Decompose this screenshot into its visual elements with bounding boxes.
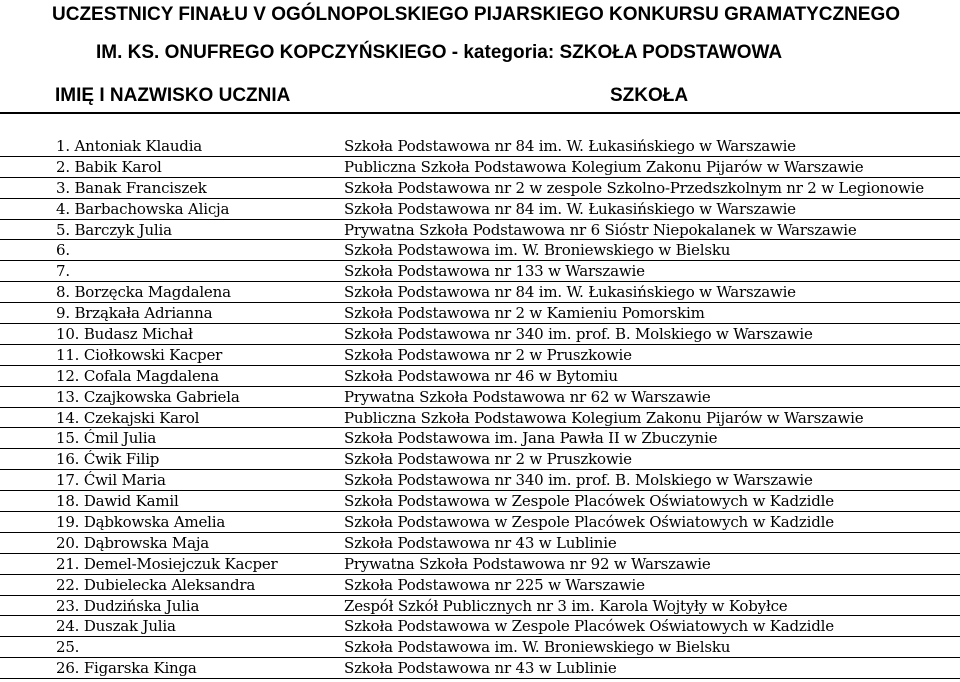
table-row	[0, 240, 960, 261]
participant-school: Szkoła Podstawowa im. W. Broniewskiego w Bielsku	[344, 241, 731, 260]
table-row	[0, 261, 960, 282]
participant-name: 12. Cofala Magdalena	[56, 366, 219, 385]
column-header-name: IMIĘ I NAZWISKO UCZNIA	[55, 85, 291, 106]
participant-name: 22. Dubielecka Aleksandra	[56, 575, 256, 594]
participant-school: Prywatna Szkoła Podstawowa nr 6 Sióstr Niepokalanek w Warszawie	[344, 220, 857, 239]
table-row	[0, 408, 960, 429]
participant-name: 14. Czekajski Karol	[56, 408, 200, 427]
participants-table	[0, 136, 960, 679]
participant-school: Prywatna Szkoła Podstawowa nr 92 w Warszawie	[344, 554, 711, 573]
participant-name: 9. Brząkała Adrianna	[56, 304, 213, 323]
participant-school: Szkoła Podstawowa nr 225 w Warszawie	[344, 575, 645, 594]
table-row	[0, 282, 960, 303]
participant-school: Publiczna Szkoła Podstawowa Kolegium Zakonu Pijarów w Warszawie	[344, 157, 864, 176]
participant-name: 15. Ćmil Julia	[56, 429, 157, 448]
participant-school: Szkoła Podstawowa nr 2 w Pruszkowie	[344, 345, 632, 364]
participant-name: 6.	[56, 241, 70, 260]
table-row	[0, 178, 960, 199]
table-row	[0, 366, 960, 387]
participant-name: 24. Duszak Julia	[56, 617, 176, 636]
participant-school: Szkoła Podstawowa nr 340 im. prof. B. Molskiego w Warszawie	[344, 471, 813, 490]
participant-name: 20. Dąbrowska Maja	[56, 533, 210, 552]
participant-school: Szkoła Podstawowa w Zespole Placówek Oświatowych w Kadzidle	[344, 617, 834, 636]
table-row	[0, 157, 960, 178]
table-row	[0, 303, 960, 324]
participant-school: Szkoła Podstawowa im. W. Broniewskiego w Bielsku	[344, 638, 731, 657]
participant-school: Zespół Szkół Publicznych nr 3 im. Karola Wojtyły w Kobyłce	[344, 596, 788, 615]
table-row	[0, 512, 960, 533]
participant-name: 4. Barbachowska Alicja	[56, 199, 230, 218]
participant-name: 11. Ciołkowski Kacper	[56, 345, 223, 364]
participant-name: 7.	[56, 262, 70, 281]
participant-school: Szkoła Podstawowa nr 133 w Warszawie	[344, 262, 645, 281]
participant-name: 2. Babik Karol	[56, 157, 162, 176]
participant-name: 17. Ćwil Maria	[56, 471, 166, 490]
participant-name: 13. Czajkowska Gabriela	[56, 387, 240, 406]
table-row	[0, 428, 960, 449]
table-row	[0, 220, 960, 241]
participant-name: 21. Demel-Mosiejczuk Kacper	[56, 554, 278, 573]
table-row	[0, 596, 960, 617]
table-row	[0, 470, 960, 491]
participant-name: 10. Budasz Michał	[56, 325, 193, 344]
document-title-line-1: UCZESTNICY FINAŁU V OGÓLNOPOLSKIEGO PIJARSKIEGO KONKURSU GRAMATYCZNEGO	[52, 4, 901, 25]
participant-school: Publiczna Szkoła Podstawowa Kolegium Zakonu Pijarów w Warszawie	[344, 408, 864, 427]
table-row	[0, 324, 960, 345]
participant-school: Szkoła Podstawowa w Zespole Placówek Oświatowych w Kadzidle	[344, 513, 834, 532]
participant-school: Szkoła Podstawowa w Zespole Placówek Oświatowych w Kadzidle	[344, 492, 834, 511]
table-row	[0, 345, 960, 366]
participant-school: Szkoła Podstawowa nr 84 im. W. Łukasińskiego w Warszawie	[344, 137, 796, 155]
participant-school: Szkoła Podstawowa nr 84 im. W. Łukasińskiego w Warszawie	[344, 283, 796, 302]
participant-school: Szkoła Podstawowa nr 2 w Kamieniu Pomorskim	[344, 304, 705, 323]
table-row	[0, 199, 960, 220]
participant-school: Szkoła Podstawowa nr 43 w Lublinie	[344, 533, 617, 552]
participant-name: 25.	[56, 638, 80, 657]
table-row	[0, 554, 960, 575]
participant-school: Szkoła Podstawowa nr 46 w Bytomiu	[344, 366, 618, 385]
table-row	[0, 136, 960, 157]
table-row	[0, 575, 960, 596]
table-row	[0, 616, 960, 637]
table-row	[0, 491, 960, 512]
table-row	[0, 658, 960, 679]
participant-name: 1. Antoniak Klaudia	[56, 137, 203, 155]
table-row	[0, 533, 960, 554]
participant-name: 3. Banak Franciszek	[56, 178, 207, 197]
table-row	[0, 449, 960, 470]
participant-school: Szkoła Podstawowa nr 84 im. W. Łukasińskiego w Warszawie	[344, 199, 796, 218]
participant-name: 8. Borzęcka Magdalena	[56, 283, 231, 302]
participant-name: 16. Ćwik Filip	[56, 450, 160, 469]
participant-school: Szkoła Podstawowa nr 2 w zespole Szkolno-Przedszkolnym nr 2 w Legionowie	[344, 178, 924, 197]
header-divider	[0, 112, 960, 114]
column-header-school: SZKOŁA	[610, 85, 689, 106]
participant-name: 19. Dąbkowska Amelia	[56, 513, 226, 532]
participant-name: 23. Dudzińska Julia	[56, 596, 200, 615]
participant-school: Szkoła Podstawowa im. Jana Pawła II w Zbuczynie	[344, 429, 718, 448]
participant-school: Szkoła Podstawowa nr 43 w Lublinie	[344, 659, 617, 678]
participant-name: 18. Dawid Kamil	[56, 492, 179, 511]
table-row	[0, 637, 960, 658]
participant-school: Prywatna Szkoła Podstawowa nr 62 w Warszawie	[344, 387, 711, 406]
table-row	[0, 387, 960, 408]
participant-school: Szkoła Podstawowa nr 2 w Pruszkowie	[344, 450, 632, 469]
participant-name: 5. Barczyk Julia	[56, 220, 172, 239]
participant-school: Szkoła Podstawowa nr 340 im. prof. B. Molskiego w Warszawie	[344, 325, 813, 344]
document-title-line-2: IM. KS. ONUFREGO KOPCZYŃSKIEGO - kategoria: SZKOŁA PODSTAWOWA	[96, 42, 783, 63]
participant-name: 26. Figarska Kinga	[56, 659, 197, 678]
